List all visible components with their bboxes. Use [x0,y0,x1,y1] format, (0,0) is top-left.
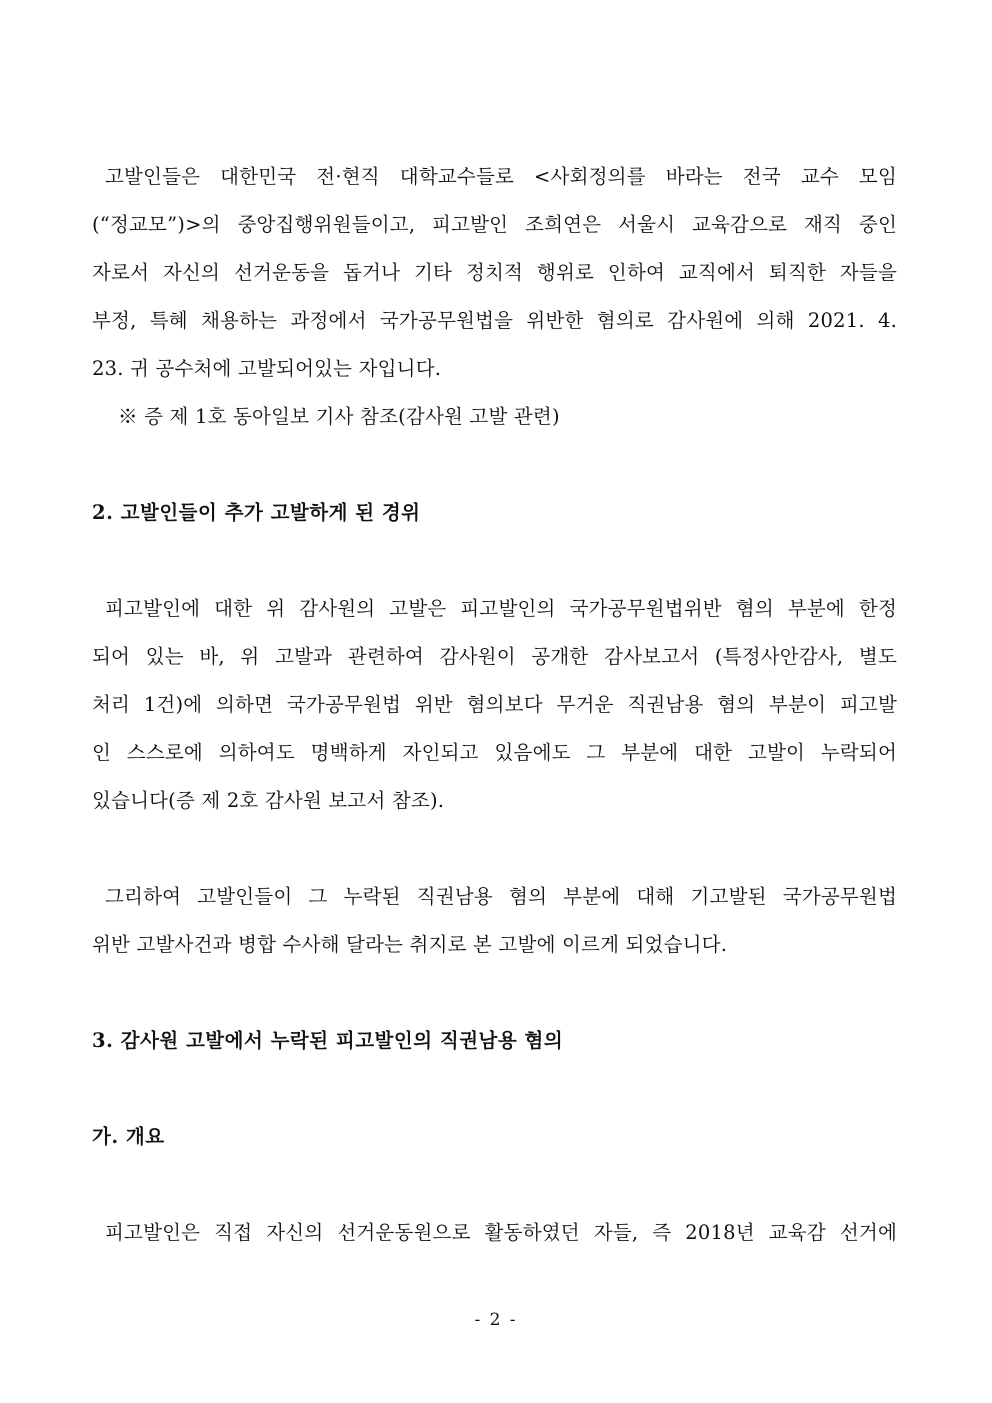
page-number: - 2 - [474,1310,518,1330]
paragraph-2-line-1: 피고발인에 대한 위 감사원의 고발은 피고발인의 국가공무원법위반 혐의 부분에 한정 [105,597,897,620]
section-heading-2: 2. 고발인들이 추가 고발하게 된 경위 [92,501,421,524]
subsection-heading: 가. 개요 [92,1125,165,1148]
paragraph-1-line-2: (“정교모”)>의 중앙집행위원들이고, 피고발인 조희연은 서울시 교육감으로 재직 중인 [92,213,897,236]
reference-note: ※ 증 제 1호 동아일보 기사 참조(감사원 고발 관련) [118,405,560,428]
paragraph-3-line-2: 위반 고발사건과 병합 수사해 달라는 취지로 본 고발에 이르게 되었습니다. [92,933,728,956]
section-heading-3: 3. 감사원 고발에서 누락된 피고발인의 직권남용 혐의 [92,1029,564,1052]
paragraph-2-line-3: 처리 1건)에 의하면 국가공무원법 위반 혐의보다 무거운 직권남용 혐의 부분이 피고발 [92,693,897,716]
paragraph-4-line-1: 피고발인은 직접 자신의 선거운동원으로 활동하였던 자들, 즉 2018년 교육감 선거에 [105,1221,897,1244]
paragraph-1-line-3: 자로서 자신의 선거운동을 돕거나 기타 정치적 행위로 인하여 교직에서 퇴직한 자들을 [92,261,897,284]
paragraph-1-line-5: 23. 귀 공수처에 고발되어있는 자입니다. [92,357,442,380]
paragraph-2-line-5: 있습니다(증 제 2호 감사원 보고서 참조). [92,789,445,812]
paragraph-1-line-4: 부정, 특혜 채용하는 과정에서 국가공무원법을 위반한 혐의로 감사원에 의해 2021. 4. [92,309,897,332]
paragraph-2-line-2: 되어 있는 바, 위 고발과 관련하여 감사원이 공개한 감사보고서 (특정사안감사, 별도 [92,645,897,668]
paragraph-2-line-4: 인 스스로에 의하여도 명백하게 자인되고 있음에도 그 부분에 대한 고발이 누락되어 [92,741,897,764]
paragraph-1-line-1: 고발인들은 대한민국 전·현직 대학교수들로 <사회정의를 바라는 전국 교수 모임 [105,165,897,188]
paragraph-3-line-1: 그리하여 고발인들이 그 누락된 직권남용 혐의 부분에 대해 기고발된 국가공무원법 [105,885,897,908]
